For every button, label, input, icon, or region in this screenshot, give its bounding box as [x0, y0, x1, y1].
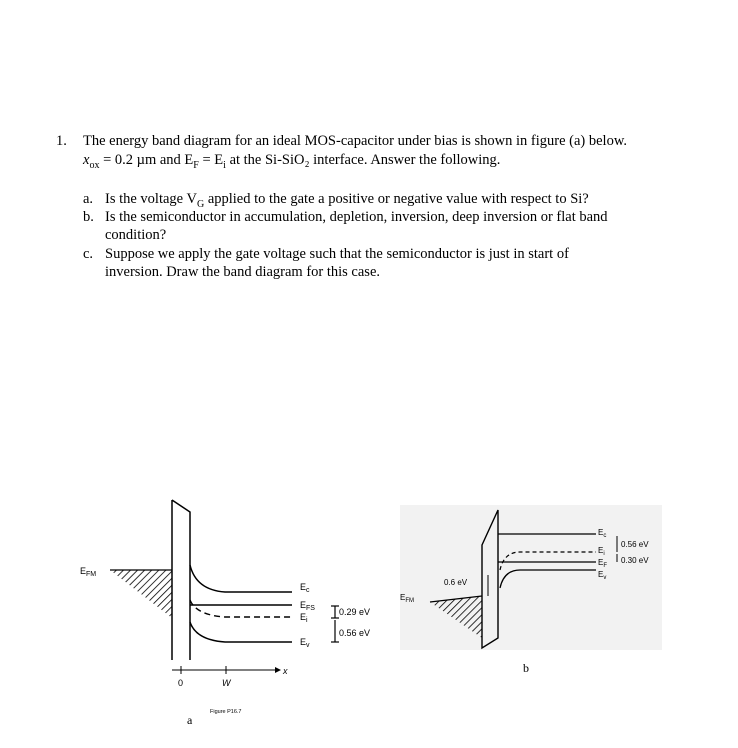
- part-a-marker: a.: [83, 191, 94, 207]
- part-b-line-2: condition?: [105, 227, 167, 243]
- figure-a-efm-label: $E_{FM}$: [80, 566, 97, 578]
- figure-a-ei-line: [190, 600, 292, 617]
- part-a-text: Is the voltage $V_G$ applied to the gate a positive or negative value with respect to Si?: [105, 191, 589, 210]
- figure-a-gap2-label: 0.56 eV: [339, 628, 371, 638]
- part-c-line-2: inversion. Draw the band diagram for this case.: [105, 264, 381, 280]
- part-c-marker: c.: [83, 246, 94, 262]
- figure-b-gap1-label: 0.56 eV: [621, 540, 649, 549]
- figure-a-metal-hatch: [110, 570, 172, 618]
- figure-b-efm-label: $E_{FM}$: [400, 593, 415, 604]
- figure-b-gap2-label: 0.30 eV: [621, 556, 649, 565]
- question-number: 1.: [56, 133, 67, 149]
- part-c-line-1: Suppose we apply the gate voltage such that the semiconductor is just in start of: [105, 246, 569, 262]
- figure-a-efs-label: $E_{FS}$: [300, 600, 315, 612]
- figure-a-ev-label: $E_v$: [300, 637, 310, 649]
- figure-b-ei-label: $E_i$: [598, 546, 605, 557]
- part-b-marker: b.: [83, 209, 94, 225]
- figure-b: [400, 505, 662, 675]
- figure-a-oxide: [172, 500, 190, 660]
- figure-a-ev-line: [190, 622, 292, 642]
- figure-b-panel-label: b: [523, 661, 529, 675]
- figure-b-ef-label: $E_F$: [598, 558, 608, 569]
- question-line-2: $x_{ox} = 0.2$ µm and $E_F = E_i$ at the Si-SiO₂ interface. Answer the following.: [83, 152, 501, 171]
- figure-b-ev-label: $E_v$: [598, 570, 607, 581]
- figure-b-oxide-drop-label: 0.6 eV: [444, 578, 468, 587]
- figure-a-gap1-label: 0.29 eV: [339, 607, 371, 617]
- part-b-line-1: Is the semiconductor in accumulation, depletion, inversion, deep inversion or flat band: [105, 209, 608, 225]
- figure-a-ec-label: $E_c$: [300, 582, 310, 594]
- figure-b-background: [400, 505, 662, 650]
- figure-a-panel-label: a: [187, 713, 193, 727]
- figure-a-caption: Figure P16.7: [210, 709, 242, 715]
- figure-a: [80, 500, 370, 727]
- figure-a-axis-w: W: [222, 678, 231, 688]
- figure-b-ec-label: $E_c$: [598, 528, 607, 539]
- question-line-1: The energy band diagram for an ideal MOS-capacitor under bias is shown in figure (a) below.: [83, 133, 627, 149]
- figure-a-ec-line: [190, 565, 292, 592]
- figure-a-axis-x: x: [283, 666, 288, 676]
- figure-a-axis-zero: 0: [178, 678, 184, 688]
- figure-a-ei-label: $E_i$: [300, 612, 308, 624]
